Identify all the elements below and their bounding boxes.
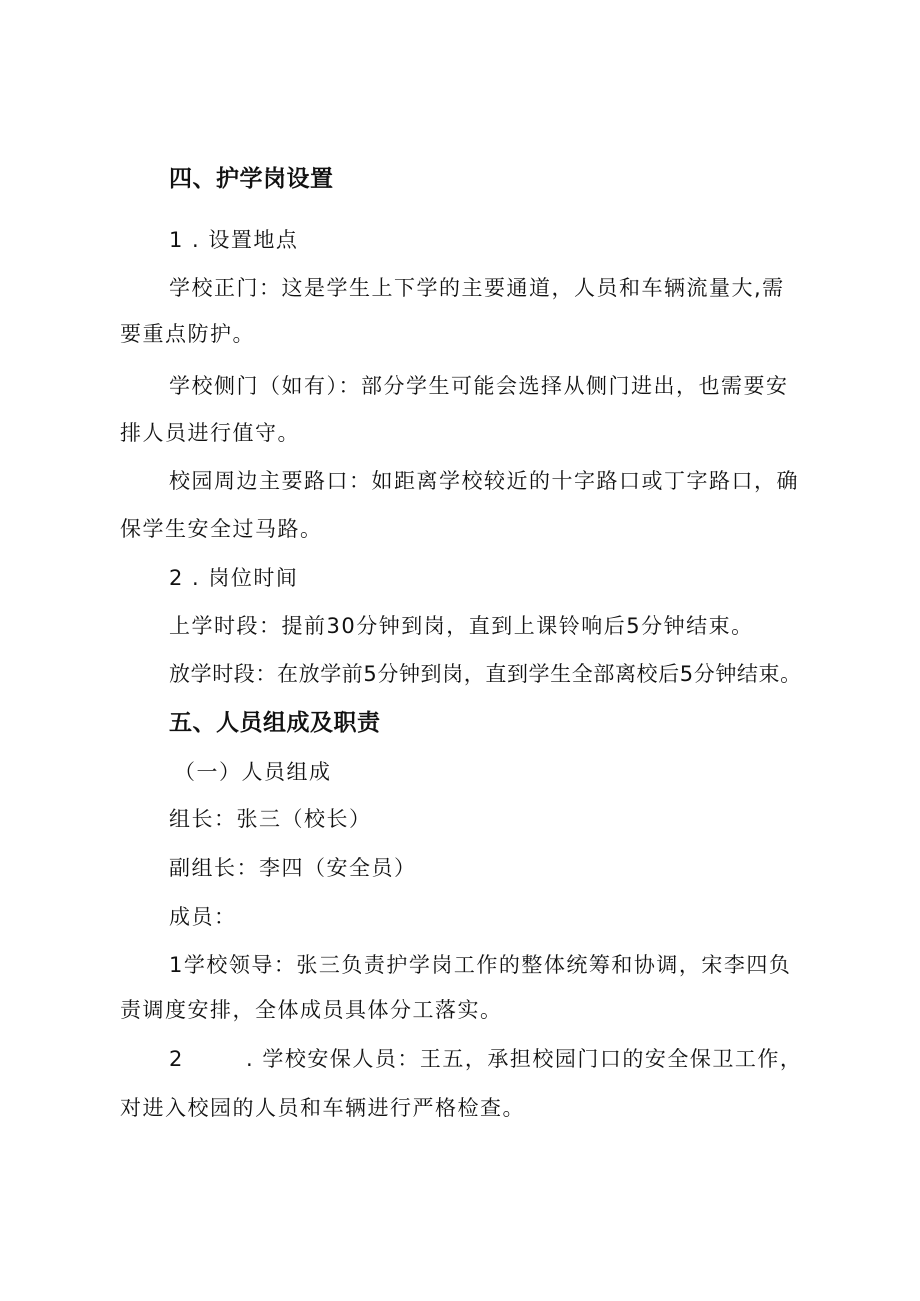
section-heading-4: 四、护学岗设置 <box>169 166 334 192</box>
paragraph-line: 保学生安全过马路。 <box>120 517 323 541</box>
paragraph-line: 校园周边主要路口：如距离学校较近的十字路口或丁字路口，确 <box>169 469 799 493</box>
paragraph-line: 排人员进行值守。 <box>120 421 300 445</box>
members-label: 成员： <box>169 905 237 929</box>
paragraph-line: 1学校领导：张三负责护学岗工作的整体统筹和协调，宋李四负 <box>169 953 792 977</box>
subsection-label-location: 1 . 设置地点 <box>169 228 299 252</box>
paragraph-line: 要重点防护。 <box>120 322 255 346</box>
subsection-label-members: （一）人员组成 <box>174 760 332 784</box>
leader-line: 组长：张三（校长） <box>169 807 372 831</box>
paragraph-line: . 学校安保人员：王五，承担校园门口的安全保卫工作， <box>246 1047 803 1071</box>
paragraph-line: 上学时段：提前30分钟到岗，直到上课铃响后5分钟结束。 <box>169 614 754 638</box>
paragraph-line: 放学时段：在放学前5分钟到岗，直到学生全部离校后5分钟结束。 <box>169 662 802 686</box>
paragraph-line: 责调度安排，全体成员具体分工落实。 <box>120 998 503 1022</box>
paragraph-line: 学校正门：这是学生上下学的主要通道，人员和车辆流量大,需 <box>169 276 785 300</box>
subsection-label-time: 2 . 岗位时间 <box>169 566 299 590</box>
section-heading-5: 五、人员组成及职责 <box>169 710 381 736</box>
list-number: 2 <box>169 1047 184 1071</box>
paragraph-line: 对进入校园的人员和车辆进行严格检查。 <box>120 1096 525 1120</box>
deputy-line: 副组长：李四（安全员） <box>169 856 417 880</box>
paragraph-line: 学校侧门（如有）：部分学生可能会选择从侧门进出，也需要安 <box>169 374 789 398</box>
